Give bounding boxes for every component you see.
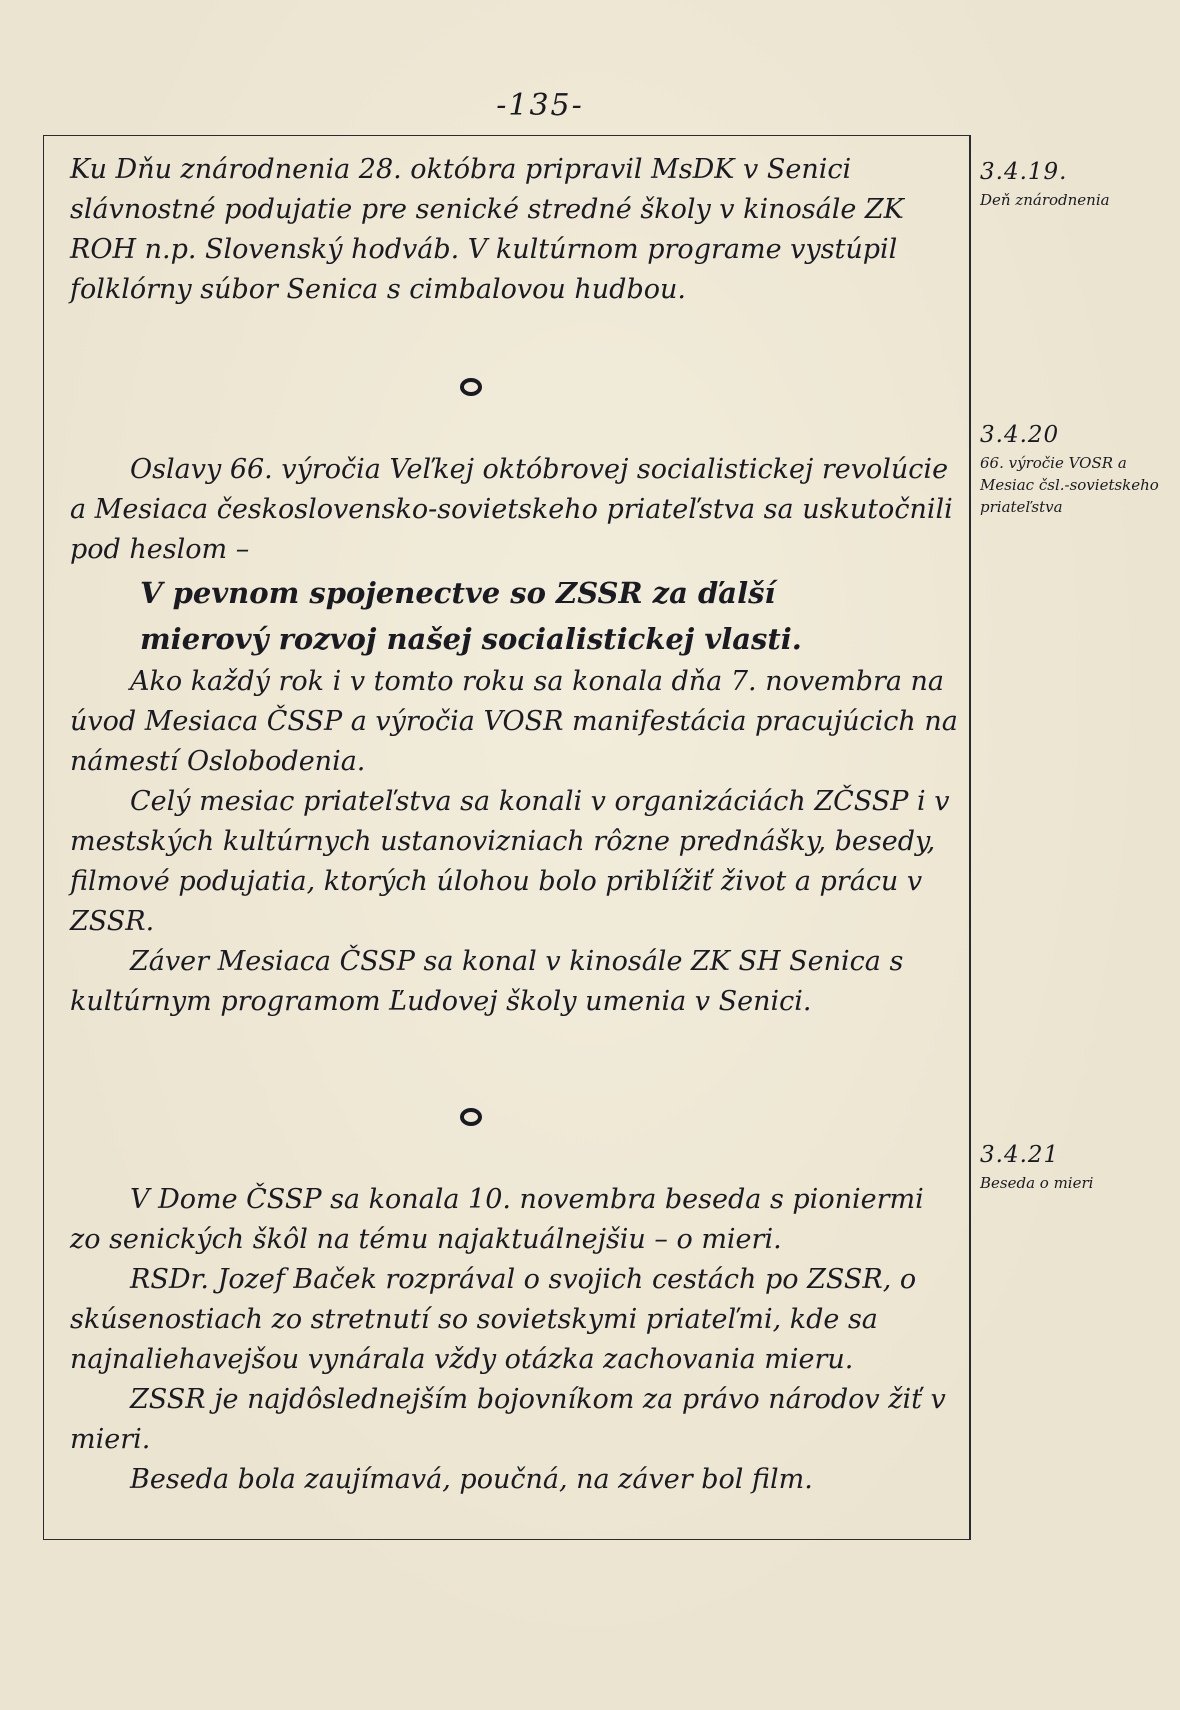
margin-divider [970,135,971,1540]
margin-note-label: 66. výročie VOSR a Mesiac čsl.-sovietskeho priateľstva [980,454,1159,516]
margin-note [980,1138,1175,1194]
entry-paragraph: ZSSR je najdôslednejším bojovníkom za právo národov žiť v mieri. [70,1384,946,1455]
slogan-line-2: mierový rozvoj našej socialistickej vlasti. [140,622,802,656]
margin-note [980,418,1175,518]
margin-note-ref: 3.4.19. [980,159,1068,185]
entry-intro: Oslavy 66. výročia Veľkej októbrovej socialistickej revolúcie a Mesiaca československo-sovietskeho priateľstva sa uskutočnili pod heslom – [70,454,953,565]
entry-peace-discussion [70,1180,960,1500]
entry-text: Ku Dňu znárodnenia 28. októbra pripravil MsDK v Senici slávnostné podujatie pre senické stredné školy v kinosále ZK ROH n.p. Slovenský hodváb. V kultúrnom programe vystúpil folklórny súbor Senica s cimbalovou hudbou. [70,154,904,305]
entry-paragraph: Záver Mesiaca ČSSP sa konal v kinosále ZK SH Senica s kultúrnym programom Ľudovej školy umenia v Senici. [70,946,904,1017]
entry-october-revolution [70,450,960,1022]
entry-paragraph: Celý mesiac priateľstva sa konali v organizáciách ZČSSP i v mestských kultúrnych ustanovizniach rôzne prednášky, besedy, filmové podujatia, ktorých úlohou bolo priblížiť život a prácu v ZSSR. [70,786,950,937]
entry-paragraph: V Dome ČSSP sa konala 10. novembra beseda s pioniermi zo senických škôl na tému najaktuálnejšiu – o mieri. [70,1184,924,1255]
entry-paragraph: RSDr. Jozef Baček rozprával o svojich cestách po ZSSR, o skúsenostiach zo stretnutí so sovietskymi priateľmi, kde sa najnaliehavejšou vynárala vždy otázka zachovania mieru. [70,1264,917,1375]
section-separator [460,378,482,396]
entry-nationalization-day [70,150,960,310]
slogan-line-1: V pevnom spojenectve so ZSSR za ďalší [140,576,776,610]
entry-paragraph: Ako každý rok i v tomto roku sa konala dňa 7. novembra na úvod Mesiaca ČSSP a výročia VOSR manifestácia pracujúcich na námestí Oslobodenia. [70,666,958,777]
margin-note-ref: 3.4.21 [980,1142,1060,1168]
margin-note-ref: 3.4.20 [980,422,1060,448]
entry-paragraph: Beseda bola zaujímavá, poučná, na záver bol film. [130,1464,813,1495]
margin-note-label: Deň znárodnenia [980,191,1110,209]
page-number: -135- [496,88,584,123]
margin-note [980,155,1175,211]
section-separator [460,1108,482,1126]
margin-note-label: Beseda o mieri [980,1174,1094,1192]
